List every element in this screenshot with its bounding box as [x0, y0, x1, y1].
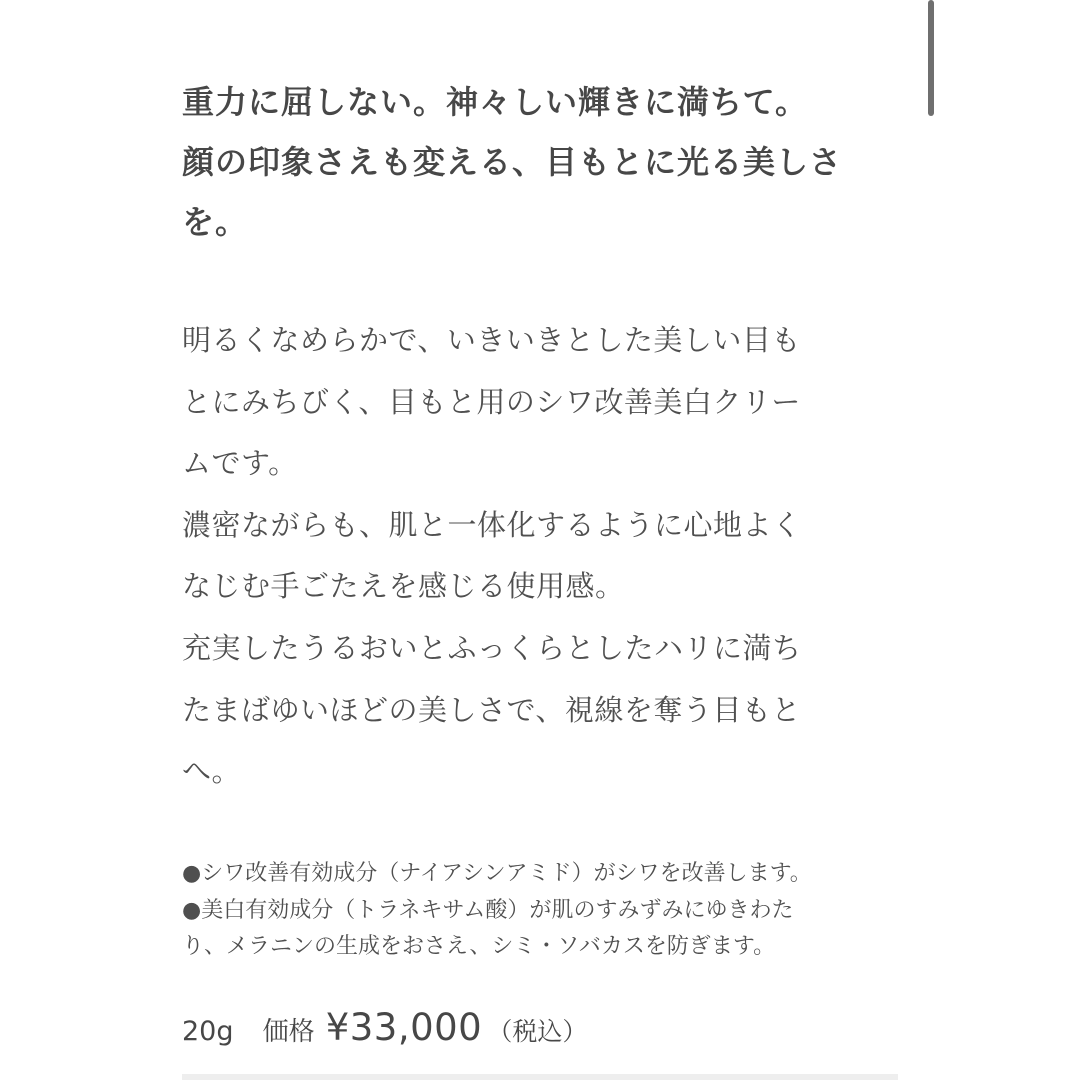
product-description-section [182, 72, 898, 1049]
note-line: ●美白有効成分（トラネキサム酸）が肌のすみずみにゆきわた [182, 897, 794, 923]
description-line: 充実したうるおいとふっくらとしたハリに満ち [182, 630, 802, 665]
price-value: ¥33,000 [325, 1006, 483, 1049]
price-line [182, 1006, 587, 1049]
description-line: たまばゆいほどの美しさで、視線を奪う目もと [182, 692, 801, 727]
headline-line: 重力に屈しない。神々しい輝きに満ちて。 [182, 83, 809, 121]
section-divider [182, 1074, 898, 1080]
ingredient-notes [182, 856, 812, 966]
description-line: とにみちびく、目もと用のシワ改善美白クリー [182, 384, 801, 419]
headline-line: を。 [182, 203, 249, 241]
headline-line: 顔の印象さえも変える、目もとに光る美しさ [182, 143, 843, 181]
description-line: 明るくなめらかで、いきいきとした美しい目も [182, 323, 801, 357]
tax-note: （税込） [487, 1017, 588, 1046]
description-line: 濃密ながらも、肌と一体化するように心地よく [182, 507, 802, 542]
note-line: ●シワ改善有効成分（ナイアシンアミド）がシワを改善します。 [182, 861, 812, 886]
price-label: 価格 [262, 1017, 315, 1047]
description-line: ムです。 [182, 446, 298, 481]
product-headline [182, 72, 898, 252]
product-description [182, 310, 802, 803]
description-line: なじむ手ごたえを感じる使用感。 [182, 569, 625, 604]
note-line: り、メラニンの生成をおさえ、シミ・ソバカスを防ぎます。 [182, 934, 776, 959]
scrollbar-thumb[interactable] [928, 0, 934, 116]
description-line: へ。 [182, 754, 242, 789]
product-weight: 20g [182, 1016, 234, 1047]
